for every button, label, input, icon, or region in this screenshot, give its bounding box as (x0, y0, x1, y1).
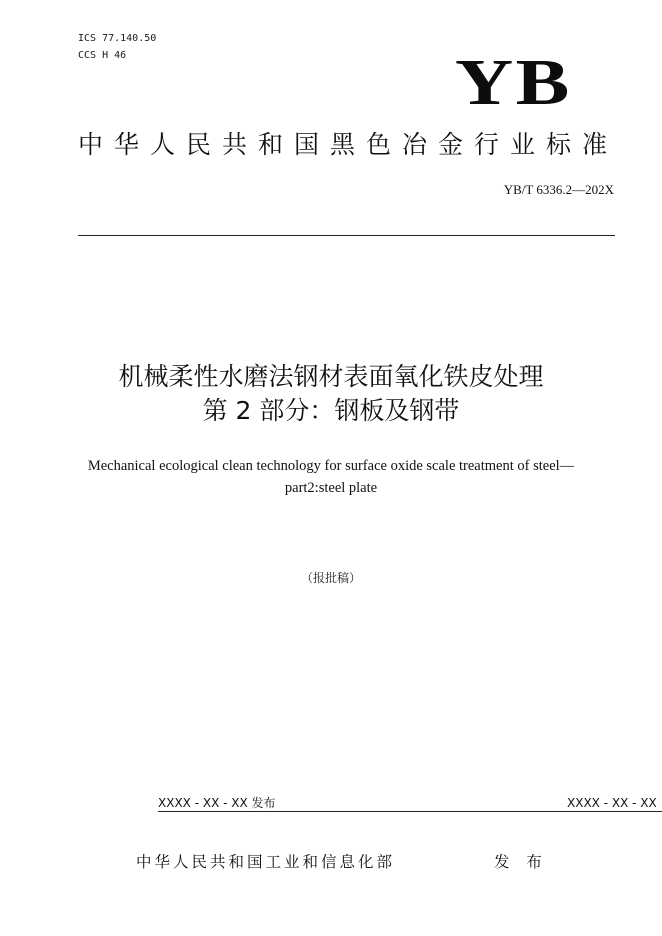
header-divider (78, 235, 615, 236)
implement-date: XXXX - XX - XX (567, 796, 657, 810)
ccs-code: CCS H 46 (78, 50, 127, 61)
ics-code: ICS 77.140.50 (78, 33, 157, 44)
yb-logo: YB (455, 46, 572, 119)
footer-divider (158, 811, 662, 812)
classification-codes (78, 30, 156, 64)
title-zh-line1: 机械柔性水磨法钢材表面氧化铁皮处理 (118, 362, 544, 391)
title-en-line2: part2:steel plate (284, 480, 378, 496)
release-date: XXXX - XX - XX 发布 (158, 796, 276, 810)
issue-label: 发 布 (494, 853, 548, 871)
document-title-en (0, 455, 662, 499)
draft-status: （报批稿） (300, 571, 361, 585)
title-en-line1: Mechanical ecological clean technology for surface oxide scale treatment of steel— (87, 458, 575, 474)
industry-standard-title: 中华人民共和国黑色冶金行业标准 (78, 130, 619, 159)
issuing-authority: 中华人民共和国工业和信息化部 (136, 853, 396, 871)
document-title-zh (0, 360, 662, 428)
title-zh-line2: 第 2 部分：钢板及钢带 (202, 396, 460, 425)
standard-number: YB/T 6336.2—202X (503, 182, 614, 197)
